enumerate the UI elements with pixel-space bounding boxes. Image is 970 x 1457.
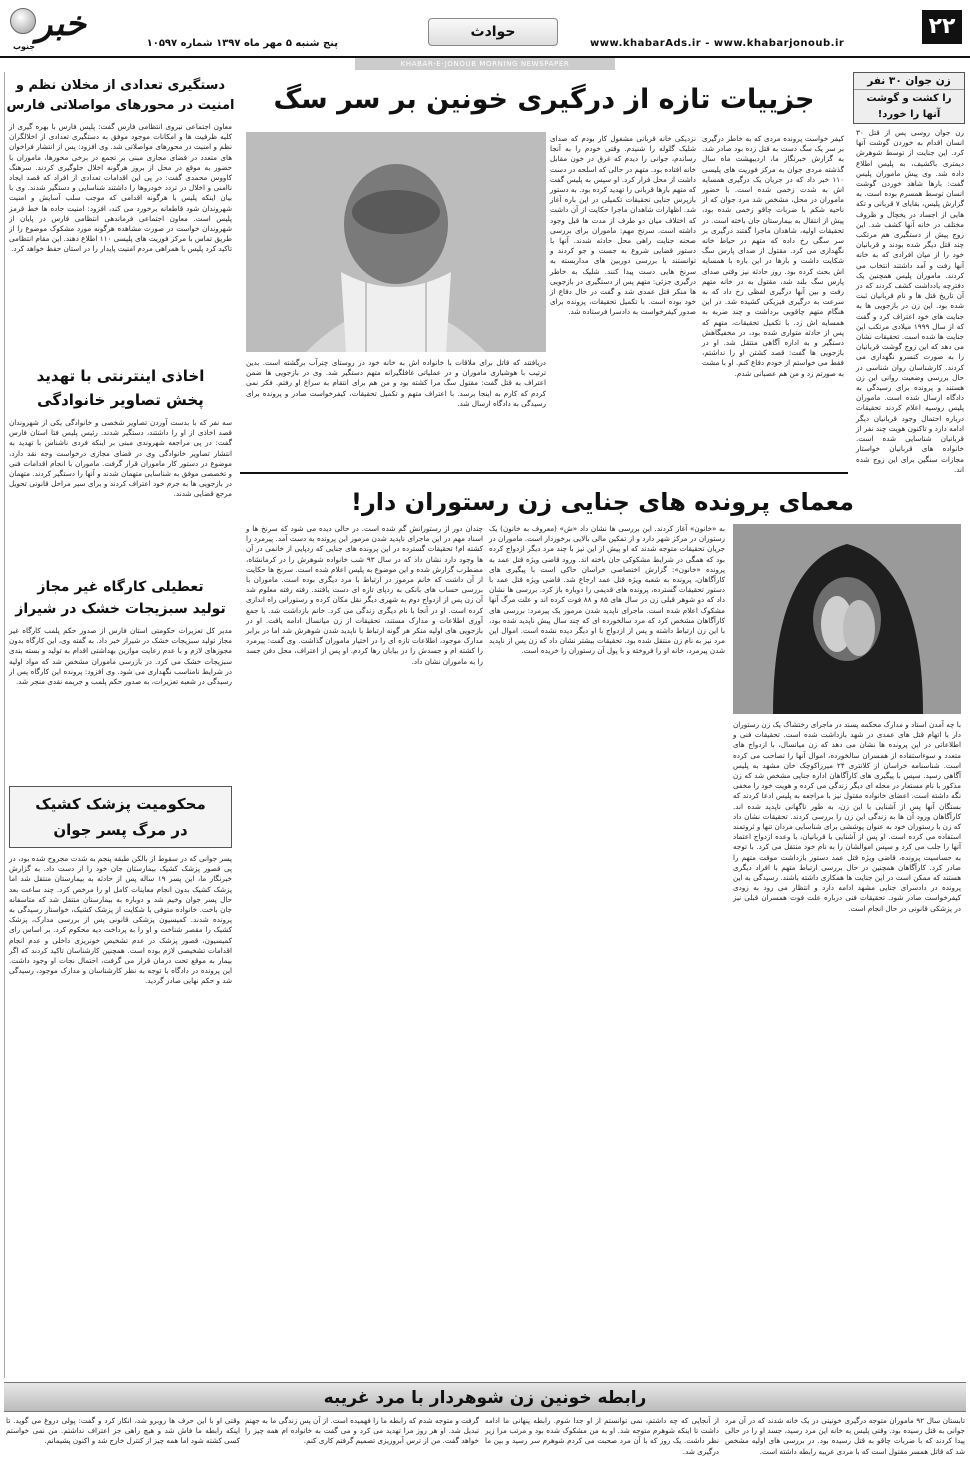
story2-col1: چندان دور از رستورانش گم شده است. در حالی دیده می شود که سرنخ ها و اسناد مهم در این ماجرای ناپدید شدن مرموز این پرونده به دست آمد. پیرمرد را کشته ام! تحقیقات گسترده در این پرونده های جنایی که ردپایی از خانمی در آن ها وجود دارد نشان داد که در سال ۹۳ شب خانواده شوهرش را در کرمانشاه، مضطرب گزارش شده و این موضوع به پلیس اعلام شده است. سرنخ ها حکایت از آن داشت که خانم مرموز در ارتباط با مرد دیگری بوده است. ماموران با بررسی حساب های بانکی به ردپای تازه ای دست یافتند. رفته رفته معلوم شد آن زن پس از ازدواج دوم به شهری دیگر نقل مکان کرده و رستورانی راه اندازی کرده است. او در آنجا با نام دیگری زندگی می کرد. خانم بازداشت شد. با جمع آوری اطلاعات و مدارک مستند، تحقیقات از زن میانسال ادامه یافت. او در بازجویی های اولیه منکر هر گونه ارتباط با ناپدید شدن شوهرش شد اما در برابر مدارک موجود، اطلاعات تازه ای را در اختیار ماموران گذاشت. وی گفت: پیرمرد را کشته ام و جسدش را در بیابان رها کردم. او پس از اعتراف، محل دفن جسد را به ماموران نشان داد. <box>246 524 483 666</box>
story2-photo <box>733 524 961 714</box>
section-title <box>428 18 558 46</box>
left-b1: معاون اجتماعی نیروی انتظامی فارس گفت: پلیس فارس با بهره گیری از کلیه ظرفیت ها و امکانات موجود موفق به دستگیری تعدادی از اخلالگران نظم و امنیت در محورهای مواصلاتی شد. وی افزود: پس از انتشار فراخوان های متعدد در فضای مجازی مبنی بر تجمع در برخی محورها، ماموران با حضور به موقع در محل از بروز هرگونه اخلال جلوگیری کردند. سرهنگ کاووس محمدی گفت: در پی این اقدامات تعدادی از افراد که قصد ایجاد ناامنی و اخلال در تردد خودروها را داشتند شناسایی و دستگیر شدند. وی با بیان اینکه پلیس با هرگونه اقدامی که موجب سلب آسایش و امنیت شهروندان شود قاطعانه برخورد می کند، افزود: امنیت جاده ها خط قرمز پلیس است. معاون اجتماعی فرماندهی انتظامی فارس در پایان از شهروندان خواست در صورت مشاهده هرگونه مورد مشکوک موضوع را از طریق تماس با مرکز فوریت های پلیسی ۱۱۰ اطلاع دهند. این مقام انتظامی تاکید کرد پلیس با همراهی مردم امنیت پایدار را در استان حفظ خواهد کرد. <box>9 122 232 254</box>
story2-headline: معمای پرونده های جنایی زن رستوران دار! <box>351 488 854 516</box>
story1-col2: نزدیکی خانه قربانی مشغول کار بودم که صدای شلیک گلوله را شنیدم. وقتی خودم را به آنجا رساندم، جوانی را دیدم که غرق در خون مقابل خانه افتاده بود. متهم در حالی که اسلحه در دست داشت از محل فرار کرد. او سپس به پلیس گفت که متهم بارها قربانی را تهدید کرده بود. به دستور بازپرس جنایی تحقیقات تکمیلی در این باره آغاز شد. اظهارات شاهدان ماجرا حکایت از آن داشت که اختلاف میان دو طرف از مدت ها قبل وجود داشته است. سرنخ مهم: ماموران برای بررسی صحنه جنایت راهی محل حادثه شدند. آنها با دستور قضایی شروع به جست و جو کردند و توانستند با بررسی دوربین های مداربسته به سرنخ هایی دست پیدا کنند. شلیک به خاطر درگیری جزئی: متهم پس از دستگیری در بازجویی ها منکر قتل عمدی شد و گفت در حال دفاع از خود بوده است. با تکمیل تحقیقات، پرونده برای صدور کیفرخواست به دادسرا فرستاده شد. <box>550 134 696 317</box>
teaser-box <box>853 72 965 124</box>
teaser-subtitle-2: آنها را خورد! <box>877 109 941 120</box>
story3-col3: گرفت و متوجه شدم که رابطه ما را فهمیده است. از آن پس زندگی ما به جهنم تبدیل شد. او هر روز مرا تهدید می کرد و می گفت به خانواده ام همه چیز را خواهد گفت. من از ترس آبروریزی تصمیم گرفتم کاری کنم. <box>245 1416 479 1446</box>
masthead-strip <box>355 58 615 70</box>
page-number: ۲۲ <box>922 10 962 44</box>
teaser-subtitle: را کشت و گوشت <box>866 93 952 104</box>
left-h3b: تولید سبزیجات خشک در شیراز <box>15 601 226 617</box>
story1 <box>240 72 848 474</box>
websites: www.khabarAds.ir - www.khabarjonoub.ir <box>590 38 845 49</box>
story2-photo-figure <box>733 524 961 714</box>
story3-headline: رابطه خونین زن شوهردار با مرد غریبه <box>323 1388 647 1408</box>
logo <box>6 6 96 58</box>
section-label: حوادث <box>470 24 516 40</box>
story1-photo <box>246 132 546 352</box>
strip-text: KHABAR-E-JONOUB MORNING NEWSPAPER <box>400 60 570 68</box>
story2-col3: با چه آمدن استاد و مدارک محکمه پسند در ماجرای رختشاک یک زن رستوران دار با اتهام قتل های عمدی در شهد بازداشت شده است. تحقیقات فنی و اطلاعاتی در این پرونده ها نشان می دهد که زن میانسال، با ازدواج های متعدد و سوءاستفاده از همسران سالخورده، اموال آنها را تصاحب می کرده است. شناسنامه خراسان از کلانتری ۲۴ میرزاکوچک خان مشهد به پلیس آگاهی رسید. سپس با پیگیری های کارآگاهان اداره جنایی مشخص شد که زن مذکور با نام مستعار در محله ای دیگر زندگی می کرده و هویت خود را مخفی نگه داشته است. اعضای خانواده مقتول نیز با مراجعه به پلیس ادعا کردند که بستگان آنها پس از آشنایی با این زن، به طور ناگهانی ناپدید شده اند. کارآگاهان ورود آن ها به زندگی این زن را بررسی کردند. تحقیقات نشان داد که زن با رستوران خود به عنوان پوششی برای شناسایی مردان تنها و ثروتمند استفاده می کرده است. او پس از آشنایی با قربانیان، با وعده ازدواج اعتماد آنها را جلب می کرد و سپس اموالشان را به نام خود منتقل می کرد. با توجه به حساسیت پرونده، قاضی ویژه قتل عمد دستور بازداشت موقت متهم را صادر کرد. کارآگاهان همچنین در حال بررسی ارتباط متهم با افراد دیگری هستند که ممکن است در این جنایت ها همکاری داشته باشند. رسیدگی به این پرونده در دادسرای جنایی مشهد ادامه دارد و انتظار می رود به زودی کیفرخواست صادر شود. تحقیقات فنی درباره علت فوت همسران قبلی نیز در پزشکی قانونی در حال انجام است. <box>733 720 962 913</box>
left-h1b: امنیت در محورهای مواصلاتی فارس <box>6 98 235 113</box>
story3-col4: وقتی او با این حرف ها روبرو شد، انکار کرد و گفت: پولی دروغ می گوید. تا اینکه رابطه ما فاش شد و هیچ راهی جز اعتراف نداشتم. من نمی خواستم کسی کشته شود اما همه چیز از کنترل خارج شد و اکنون پشیمانم. <box>6 1416 240 1446</box>
story1-col1: کیفر خواست پرونده مردی که به خاطر درگیری بر سر یک سگ دست به قتل زده بود صادر شد. به گزارش خبرنگار ما، اردیبهشت ماه سال گذشته مردی جوان به مرکز فوریت های پلیسی ۱۱۰ خبر داد که در جریان یک درگیری همسایه اش به شدت زخمی شده است. با حضور ماموران در محل، مشخص شد مرد جوان که از ناحیه شکم با ضربات چاقو زخمی شده بود، پیش از انتقال به بیمارستان جان باخته است. در تحقیقات اولیه، شاهدان ماجرا گفتند درگیری بر سر سگی رخ داده که متهم در حیاط خانه نگهداری می کرد. مقتول از صدای پارس سگ شکایت داشت و بارها در این باره با همسایه اش بحث کرده بود. روز حادثه نیز وقتی صدای پارس سگ بلند شد، مقتول به در خانه متهم رفت و بین آنها درگیری لفظی رخ داد که به سرعت به درگیری فیزیکی کشیده شد. در این هنگام متهم چاقویی برداشت و چند ضربه به همسایه اش زد. با تکمیل تحقیقات، متهم که پس از حادثه متواری شده بود، در مخفیگاهش دستگیر و به اداره آگاهی منتقل شد. او در بازجویی ها گفت: قصد کشتن او را نداشتم، فقط می خواستم از خودم دفاع کنم. او با مشت به صورتم زد و من هم عصبانی شدم. <box>702 134 844 378</box>
story1-headline: جزییات تازه از درگیری خونین بر سر سگ <box>273 84 815 115</box>
story3-col1: تابستان سال ۹۲ ماموران متوجه درگیری خونینی در یک خانه شدند که در آن مرد جوانی به قتل رسیده بود. وقتی پلیس به خانه این مرد رسید، جسد او را در حالی پیدا کردند که با ضربات چاقو به قتل رسیده بود. در بررسی های اولیه مشخص شد که قاتل همسر مقتول است که با مردی غریبه رابطه داشته است. <box>725 1416 965 1456</box>
teaser-body: زن جوان روسی پس از قتل ۳۰ انسان اقدام به خوردن گوشت آنها کرد. این جنایت از توسط شوهرش دیمتری باکشیف، به پلیس اطلاع داده شد. وی پیش ماموران پلیس گفت: بارها شاهد خوردن گوشت انسان توسط همسرم بوده است. به گزارش پلیس، بقایای ۷ قربانی و تکه هایی از اجساد در یخچال و ظروف مختلف در خانه آنها کشف شد. این زوج پیش از دستگیری هم مرتکب چند قتل دیگر شده بودند و قربانیان خود را از میان افرادی که به خانه آنها رفت و آمد داشتند انتخاب می کردند. ماموران پلیس همچنین یک دفترچه یادداشت کشف کردند که در آن تاریخ قتل ها و نام قربانیان ثبت شده بود. این زن در بازجویی ها به جنایت های خود اعتراف کرد و گفت که از سال ۱۹۹۹ میلادی مرتکب این جنایت ها شده است. تحقیقات نشان می دهد که این زوج گوشت قربانیان را به صورت کنسرو نگهداری می کردند. کارشناسان روان شناسی در حال بررسی وضعیت روانی این زن هستند و پرونده برای رسیدگی به دادگاه ارسال شده است. ماموران پلیس روسیه اعلام کردند تحقیقات درباره احتمال وجود قربانیان دیگر ادامه دارد و تاکنون هویت چند نفر از قربانیان شناسایی شده است. خانواده های قربانیان خواستار مجازات سنگین برای این زوج شده اند. <box>856 128 964 474</box>
left-h4b: در مرگ پسر جوان <box>53 821 188 839</box>
left-column <box>4 72 236 1378</box>
logo-sub: جنوب <box>12 42 36 51</box>
story1-photo-figure <box>246 132 546 352</box>
left-h3: تعطیلی کارگاه غیر مجاز <box>37 579 204 595</box>
story2 <box>240 476 965 1382</box>
story3-col2: از آنجایی که چه داشتم، نمی توانستم از او جدا شوم. رابطه پنهانی ما ادامه داشت تا اینکه شوهرم متوجه شد. او به من مشکوک شده بود و مرتب مرا زیر نظر داشت. یک روز که با آن مرد صحبت می کردم شوهرم سر رسید و بین ما درگیری شد. <box>485 1416 719 1456</box>
left-b3: مدیر کل تعزیرات حکومتی استان فارس از صدور حکم پلمب کارگاه غیر مجاز تولید سبزیجات خشک در شیراز خبر داد. به گفته وی، این کارگاه بدون مجوزهای لازم و با عدم رعایت موازین بهداشتی اقدام به تولید و بسته بندی سبزیجات خشک می کرد. در بازرسی ماموران مشخص شد که مواد اولیه در شرایط نامناسب نگهداری می شود. وی افزود: پرونده این کارگاه پس از رسیدگی در شعبه تعزیرات، به صدور حکم پلمب و جریمه نقدی منجر شد. <box>9 626 232 687</box>
logo-text: خبر <box>35 4 87 44</box>
story2-col2: به «خانون» آغاز کردند. این بررسی ها نشان داد «ش» (معروف به خانون) یک رستوران در مرکز شهر دارد و از تمکین مالی بالایی برخوردار است. ماموران در جریان تحقیقات متوجه شدند که او پیش از این نیز با چند مرد دیگر ازدواج کرده بود که همگی در شرایط مشکوکی جان باخته اند. ورود قاضی ویژه قتل عمد به پرونده «خانون»: گزارش اختصاصی خراسان حاکی است با پیگیری های کارآگاهان، پرونده به شعبه ویژه قتل عمد ارجاع شد. قاضی ویژه قتل عمد با دستور تحقیقات گسترده، پرونده های قدیمی را دوباره باز کرد. بررسی ها نشان داد که دو شوهر قبلی زن در سال های ۸۵ و ۸۸ فوت کرده اند و علت مرگ آنها مشکوک اعلام شده است. ماجرای ناپدید شدن مرموز یک پیرمرد: بررسی های کارآگاهان مشخص کرد که مرد سالخورده ای که چند سال پیش ناپدید شده بود، با این زن ارتباط داشته و پس از ازدواج با او دیگر دیده نشده است. اموال این مرد نیز به نام زن منتقل شده بود. تحقیقات بیشتر نشان داد که زن پس از ناپدید شدن پیرمرد، خانه او را فروخته و با پول آن رستوران را خریده است. <box>489 524 725 656</box>
date-issue: پنج شنبه ۵ مهر ماه ۱۳۹۷ شماره ۱۰۵۹۷ <box>146 38 338 49</box>
story1-col3: دریافتند که قاتل برای ملاقات با خانواده اش به خانه خود در روستای چترآب برگشته است. بدین ترتیب با هوشیاری ماموران و در عملیاتی غافلگیرانه متهم دستگیر شد. وی در بازجویی ها ضمن اعتراف به قتل گفت: مقتول سگ مرا کشته بود و من هم برای انتقام به سراغ او رفتم. فکر نمی کردم که کارم به اینجا برسد. با اعتراف متهم و تکمیل تحقیقات، کیفرخواست صادر و پرونده برای رسیدگی به دادگاه ارسال شد. <box>246 358 546 408</box>
left-h1: دستگیری تعدادی از مخلان نظم و <box>15 78 226 93</box>
story2-figure-icon <box>250 478 280 518</box>
left-h2b: پخش تصاویر خانوادگی <box>37 391 204 409</box>
left-b2: سه نفر که با بدست آوردن تصاویر شخصی و خانوادگی یکی از شهروندان قصد اخاذی از او را داشتند، دستگیر شدند. رئیس پلیس فتا استان فارس گفت: در پی مراجعه شهروندی مبنی بر اینکه فردی ناشناس با تهدید به انتشار تصاویر خانوادگی وی در فضای مجازی درخواست وجه نقد دارد، موضوع در دستور کار ماموران قرار گرفت. ماموران با انجام اقدامات فنی و تخصصی موفق به شناسایی متهمان شدند و آنها را دستگیر کردند. متهمان در بازجویی ها به جرم خود اعتراف کردند و برای سیر مراحل قانونی تحویل مرجع قضایی شدند. <box>9 418 232 499</box>
teaser-title: زن جوان ۳۰ نفر <box>854 73 964 90</box>
story3-headline-bar <box>4 1382 966 1412</box>
left-h4-box <box>9 786 232 848</box>
left-b4: پسر جوانی که در سقوط از بالکن طبقه پنجم به شدت مجروح شده بود، در پی قصور پزشک کشیک بیمارستان جان خود را از دست داد. به گزارش خبرنگار ما، این پسر ۱۹ ساله پس از حادثه به بیمارستان منتقل شد اما پزشک کشیک بدون انجام معاینات کامل او را مرخص کرد. چند ساعت بعد حال پسر جوان وخیم شد و دوباره به بیمارستان منتقل شد که متاسفانه جان باخت. خانواده متوفی با شکایت از پزشک کشیک، خواستار رسیدگی به پرونده شدند. کمیسیون پزشکی قانونی پس از بررسی مدارک، پزشک کشیک را مقصر شناخت و او را به پرداخت دیه محکوم کرد. بر اساس رای کمیسیون، قصور پزشک در عدم تشخیص خونریزی داخلی و عدم انجام اقدامات تشخیصی لازم بوده است. همچنین کارشناسان تاکید کردند که اگر بیمار به موقع تحت درمان قرار می گرفت، احتمال نجات او وجود داشت. این پرونده در دادگاه با توجه به نظر کارشناسان و مدارک موجود، رسیدگی شد و حکم نهایی صادر گردید. <box>9 854 232 986</box>
left-h4: محکومیت پزشک کشیک <box>35 795 206 813</box>
left-h2: اخاذی اینترنتی با تهدید <box>36 367 205 385</box>
masthead <box>0 0 970 60</box>
